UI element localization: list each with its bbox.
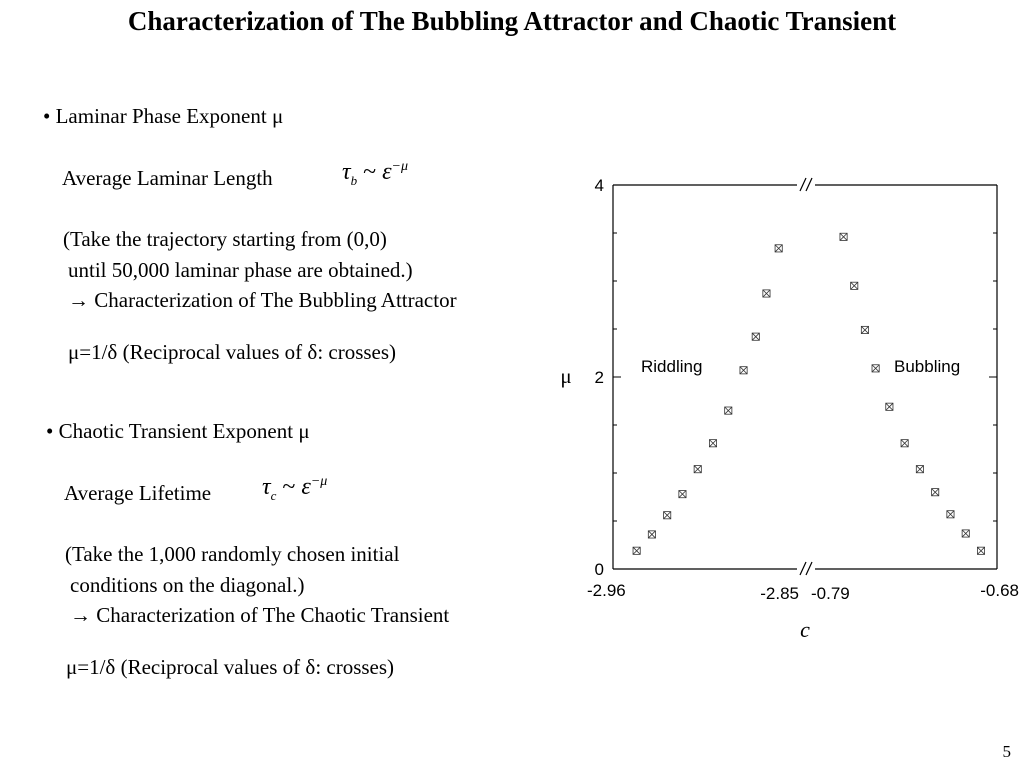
- y-tick-label: 2: [594, 368, 604, 387]
- formula-epsilon: ε: [382, 159, 392, 185]
- page-number: 5: [1002, 742, 1011, 761]
- laminar-mu-definition: μ=1/δ (Reciprocal values of δ: crosses): [68, 340, 397, 364]
- data-point-riddling: [664, 512, 671, 519]
- bullet-chaotic-transient: • Chaotic Transient Exponent μ: [46, 419, 310, 443]
- formula-subscript: c: [270, 487, 277, 503]
- data-point-bubbling: [916, 466, 923, 473]
- formula-subscript: b: [350, 172, 358, 188]
- formula-epsilon: ε: [301, 474, 311, 500]
- riddling-label: Riddling: [641, 357, 703, 376]
- data-point-bubbling: [851, 282, 858, 289]
- y-tick-label: 4: [594, 176, 604, 195]
- data-point-riddling: [709, 440, 716, 447]
- transient-mu-definition: μ=1/δ (Reciprocal values of δ: crosses): [66, 655, 395, 679]
- formula-tau: τ: [342, 159, 351, 185]
- formula-exponent: −μ: [391, 159, 409, 174]
- data-point-bubbling: [901, 440, 908, 447]
- laminar-note-line2: until 50,000 laminar phase are obtained.): [68, 258, 413, 282]
- data-point-bubbling: [872, 365, 879, 372]
- transient-characterization-line: → Characterization of The Chaotic Transient: [70, 603, 450, 627]
- formula-tilde: ~: [282, 474, 296, 500]
- bullet-laminar-phase: • Laminar Phase Exponent μ: [43, 104, 284, 128]
- data-point-bubbling: [962, 530, 969, 537]
- y-axis-label: μ: [560, 364, 572, 388]
- data-point-riddling: [763, 290, 770, 297]
- data-point-riddling: [752, 333, 759, 340]
- data-point-riddling: [740, 367, 747, 374]
- x-tick-label: -0.68: [980, 581, 1019, 600]
- average-laminar-length-label: Average Laminar Length: [62, 166, 273, 190]
- data-point-bubbling: [886, 403, 893, 410]
- bubbling-characterization-line: → Characterization of The Bubbling Attractor: [68, 288, 457, 312]
- transient-note-line2: conditions on the diagonal.): [70, 573, 305, 597]
- average-lifetime-label: Average Lifetime: [64, 481, 212, 505]
- y-tick-label: 0: [594, 560, 604, 579]
- axis-break-bottom: [797, 562, 815, 575]
- data-point-bubbling: [861, 326, 868, 333]
- data-point-riddling: [679, 491, 686, 498]
- data-point-riddling: [725, 407, 732, 414]
- data-markers: [633, 233, 985, 554]
- transient-note-line1: (Take the 1,000 randomly chosen initial: [65, 542, 400, 566]
- formula-exponent: −μ: [310, 474, 328, 489]
- data-point-bubbling: [840, 233, 847, 240]
- x-tick-label: -2.85: [760, 584, 799, 603]
- x-tick-label: -0.79: [811, 584, 850, 603]
- data-point-bubbling: [947, 511, 954, 518]
- data-point-bubbling: [932, 489, 939, 496]
- data-point-riddling: [775, 245, 782, 252]
- data-point-bubbling: [977, 547, 984, 554]
- formula-tilde: ~: [363, 159, 377, 185]
- slide-title: Characterization of The Bubbling Attractor and Chaotic Transient: [127, 6, 897, 36]
- data-point-riddling: [694, 466, 701, 473]
- x-axis-label: c: [800, 617, 810, 642]
- laminar-note-line1: (Take the trajectory starting from (0,0): [63, 227, 387, 251]
- bubbling-label: Bubbling: [894, 357, 961, 376]
- formula-tau: τ: [262, 474, 271, 500]
- axis-ticks: [587, 176, 1019, 603]
- axis-break-top: [797, 178, 815, 191]
- x-tick-label: -2.96: [587, 581, 626, 600]
- data-point-riddling: [648, 531, 655, 538]
- data-point-riddling: [633, 547, 640, 554]
